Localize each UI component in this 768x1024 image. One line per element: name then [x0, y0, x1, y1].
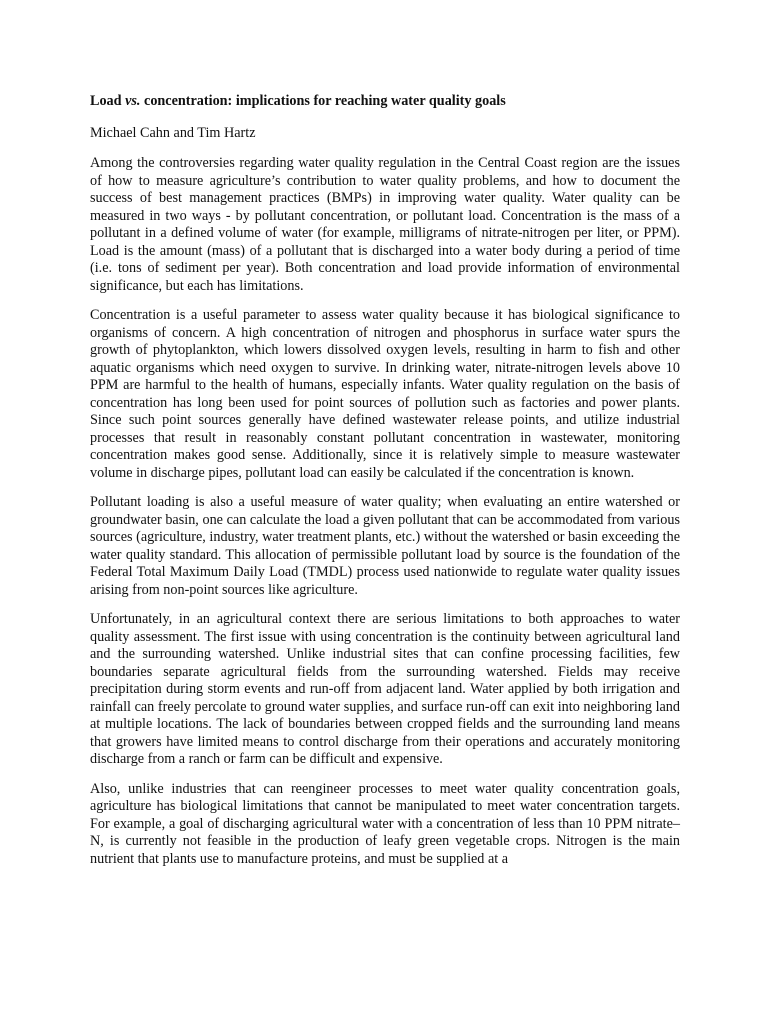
- paragraph-1: Among the controversies regarding water quality regulation in the Central Coast region are the issues of how to measure agriculture’s contribution to water quality problems, and how to document the success of best management practices (BMPs) in improving water quality. Water quality can be measured in two ways - by pollutant concentration, or pollutant load. Concentration is the mass of a pollutant in a defined volume of water (for example, milligrams of nitrate-nitrogen per liter, or PPM). Load is the amount (mass) of a pollutant that is discharged into a water body during a period of time (i.e. tons of sediment per year). Both concentration and load provide information of environmental significance, but each has limitations.: [90, 155, 680, 294]
- paragraph-5: Also, unlike industries that can reengineer processes to meet water quality concentration goals, agriculture has biological limitations that cannot be manipulated to meet water concentration targets. For example, a goal of discharging agricultural water with a concentration of less than 10 PPM nitrate–N, is currently not feasible in the production of leafy green vegetable crops. Nitrogen is the main nutrient that plants use to manufacture proteins, and must be supplied at a: [90, 780, 680, 867]
- paragraph-3: Pollutant loading is also a useful measure of water quality; when evaluating an entire watershed or groundwater basin, one can calculate the load a given pollutant that can be accommodated from various sources (agriculture, industry, water treatment plants, etc.) without the watershed or basin exceeding the water quality standard. This allocation of permissible pollutant load by source is the foundation of the Federal Total Maximum Daily Load (TMDL) process used nationwide to regulate water quality issues arising from non-point sources like agriculture.: [90, 494, 680, 598]
- title-part-1: Load: [90, 93, 126, 109]
- title-vs: vs.: [125, 93, 141, 109]
- document-title: [90, 92, 680, 111]
- document-authors: Michael Cahn and Tim Hartz: [90, 125, 256, 141]
- document-page: [90, 92, 680, 880]
- title-part-2: concentration: implications for reaching water quality goals: [140, 93, 506, 109]
- paragraph-4: Unfortunately, in an agricultural context there are serious limitations to both approaches to water quality assessment. The first issue with using concentration is the continuity between agricultural land and the surrounding watershed. Unlike industrial sites that can confine processing facilities, few boundaries separate agricultural fields from the surrounding watershed. Fields may receive precipitation during storm events and run-off from adjacent land. Water applied by both irrigation and rainfall can freely percolate to ground water supplies, and surface run-off can exit into neighboring land at multiple locations. The lack of boundaries between cropped fields and the surrounding land means that growers have limited means to control discharge from their operations and accurately monitoring discharge from a ranch or farm can be difficult and expensive.: [90, 611, 680, 767]
- paragraph-2: Concentration is a useful parameter to assess water quality because it has biological significance to organisms of concern. A high concentration of nitrogen and phosphorus in surface water spurs the growth of phytoplankton, which lowers dissolved oxygen levels, resulting in harm to fish and other aquatic organisms which need oxygen to survive. In drinking water, nitrate-nitrogen levels above 10 PPM are harmful to the health of humans, especially infants. Water quality regulation on the basis of concentration has long been used for point sources of pollution such as factories and power plants. Since such point sources generally have defined wastewater release points, and utilize industrial processes that result in reasonably constant pollutant concentration in wastewater, monitoring concentration makes good sense. Additionally, since it is relatively simple to measure wastewater volume in discharge pipes, pollutant load can easily be calculated if the concentration is known.: [90, 307, 680, 481]
